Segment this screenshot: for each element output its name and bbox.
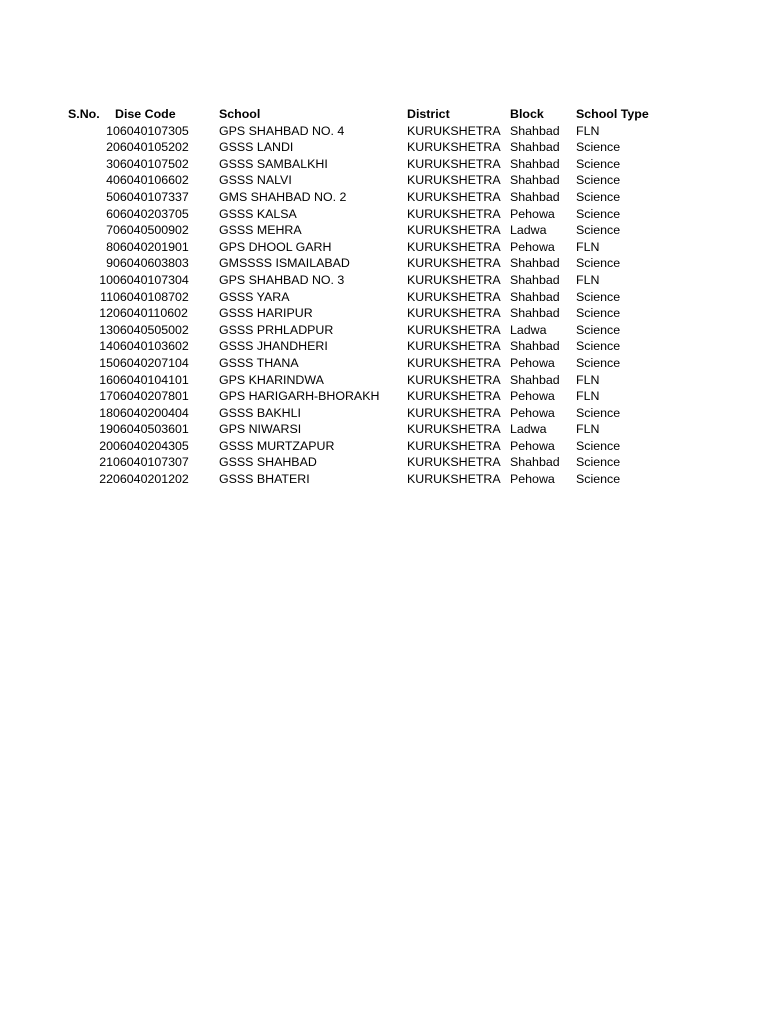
cell-block: Pehowa [510,239,555,254]
table-row [68,222,688,239]
cell-district: KURUKSHETRA [407,389,501,404]
table-row [68,338,688,355]
header-school-type: School Type [576,107,649,121]
cell-school: GSSS THANA [219,355,299,370]
cell-district: KURUKSHETRA [407,256,501,271]
cell-district: KURUKSHETRA [407,173,501,188]
header-school: School [219,107,261,121]
cell-dise-code: 06040103602 [113,339,189,354]
cell-dise-code: 06040110602 [113,306,188,321]
cell-sno: 8 [106,239,113,254]
cell-block: Pehowa [510,389,555,404]
cell-block: Pehowa [510,355,555,370]
cell-school: GSSS NALVI [219,173,292,188]
table-row [68,272,688,289]
cell-dise-code: 06040203705 [113,206,189,221]
cell-school: GSSS HARIPUR [219,306,313,321]
cell-block: Shahbad [510,372,560,387]
cell-school-type: Science [576,156,621,171]
cell-school-type: Science [576,472,621,487]
cell-block: Shahbad [510,156,560,171]
cell-school-type: Science [576,140,621,155]
cell-dise-code: 06040505002 [113,322,189,337]
cell-school-type: Science [576,189,621,204]
cell-school: GSSS SAMBALKHI [219,156,328,171]
cell-dise-code: 06040200404 [113,405,189,420]
cell-district: KURUKSHETRA [407,156,501,171]
cell-sno: 16 [99,372,113,387]
cell-block: Shahbad [510,339,560,354]
cell-school-type: FLN [576,389,600,404]
cell-sno: 12 [99,306,113,321]
cell-school: GSSS KALSA [219,206,297,221]
header-district: District [407,107,450,121]
cell-school-type: FLN [576,272,600,287]
cell-sno: 21 [99,455,113,470]
cell-school: GPS KHARINDWA [219,372,324,387]
cell-block: Ladwa [510,322,547,337]
cell-district: KURUKSHETRA [407,355,501,370]
cell-block: Shahbad [510,189,560,204]
cell-school-type: Science [576,306,621,321]
cell-district: KURUKSHETRA [407,322,501,337]
cell-school: GSSS YARA [219,289,290,304]
table-row [68,206,688,223]
cell-school: GMS SHAHBAD NO. 2 [219,189,347,204]
cell-sno: 3 [106,156,113,171]
cell-school-type: Science [576,405,621,420]
cell-district: KURUKSHETRA [407,306,501,321]
header-sno: S.No. [68,107,100,121]
cell-dise-code: 06040106602 [113,173,189,188]
table-row [68,454,688,471]
cell-school-type: Science [576,256,621,271]
cell-school: GSSS JHANDHERI [219,339,328,354]
table-row [68,471,688,488]
cell-school: GPS SHAHBAD NO. 4 [219,123,345,138]
cell-district: KURUKSHETRA [407,438,501,453]
cell-sno: 15 [99,355,113,370]
cell-sno: 1 [106,123,113,138]
cell-dise-code: 06040204305 [113,438,189,453]
cell-school-type: Science [576,206,621,221]
cell-school-type: Science [576,355,621,370]
cell-sno: 7 [106,223,113,238]
cell-school: GSSS PRHLADPUR [219,322,334,337]
cell-sno: 2 [106,140,113,155]
table-row [68,322,688,339]
cell-block: Pehowa [510,472,555,487]
cell-district: KURUKSHETRA [407,272,501,287]
cell-district: KURUKSHETRA [407,123,501,138]
cell-sno: 5 [106,189,113,204]
cell-dise-code: 06040107502 [113,156,189,171]
cell-school-type: Science [576,322,621,337]
document-page [0,106,768,488]
cell-sno: 17 [99,389,113,404]
cell-sno: 19 [99,422,113,437]
cell-dise-code: 06040201202 [113,472,189,487]
cell-sno: 4 [106,173,113,188]
cell-sno: 18 [99,405,113,420]
cell-block: Pehowa [510,206,555,221]
table-row [68,139,688,156]
cell-school-type: FLN [576,123,600,138]
cell-district: KURUKSHETRA [407,140,501,155]
cell-district: KURUKSHETRA [407,223,501,238]
cell-dise-code: 06040104101 [113,372,189,387]
school-table [68,106,688,488]
cell-dise-code: 06040107305 [113,123,189,138]
cell-dise-code: 06040500902 [113,223,189,238]
table-row [68,372,688,389]
cell-dise-code: 06040603803 [113,256,189,271]
cell-dise-code: 06040105202 [113,140,189,155]
cell-district: KURUKSHETRA [407,339,501,354]
table-row [68,421,688,438]
table-row [68,123,688,140]
cell-block: Ladwa [510,223,547,238]
cell-block: Shahbad [510,289,560,304]
cell-district: KURUKSHETRA [407,405,501,420]
table-row [68,289,688,306]
table-row [68,172,688,189]
cell-school: GPS NIWARSI [219,422,302,437]
cell-district: KURUKSHETRA [407,422,501,437]
cell-dise-code: 06040107304 [113,272,189,287]
table-row [68,355,688,372]
cell-school: GPS SHAHBAD NO. 3 [219,272,345,287]
cell-block: Shahbad [510,306,560,321]
header-block: Block [510,107,544,121]
cell-school-type: Science [576,173,621,188]
cell-block: Shahbad [510,173,560,188]
cell-sno: 11 [100,289,113,304]
cell-block: Shahbad [510,272,560,287]
cell-district: KURUKSHETRA [407,372,501,387]
table-row [68,156,688,173]
cell-dise-code: 06040107307 [113,455,189,470]
cell-block: Shahbad [510,455,560,470]
cell-district: KURUKSHETRA [407,189,501,204]
table-row [68,189,688,206]
cell-school-type: Science [576,289,621,304]
cell-school-type: FLN [576,422,600,437]
cell-dise-code: 06040207801 [113,389,189,404]
cell-school-type: Science [576,223,621,238]
cell-sno: 6 [106,206,113,221]
cell-school-type: Science [576,455,621,470]
cell-block: Pehowa [510,438,555,453]
table-row [68,305,688,322]
cell-district: KURUKSHETRA [407,289,501,304]
cell-sno: 20 [99,438,113,453]
cell-dise-code: 06040503601 [113,422,189,437]
cell-dise-code: 06040207104 [113,355,189,370]
cell-school-type: Science [576,438,621,453]
cell-dise-code: 06040108702 [113,289,189,304]
table-header [68,106,688,123]
cell-dise-code: 06040107337 [113,189,189,204]
cell-school: GSSS BHATERI [219,472,310,487]
cell-district: KURUKSHETRA [407,206,501,221]
header-dise-code: Dise Code [115,107,176,121]
table-row [68,255,688,272]
cell-school: GPS HARIGARH-BHORAKH [219,389,380,404]
cell-dise-code: 06040201901 [113,239,189,254]
cell-school: GMSSSS ISMAILABAD [219,256,350,271]
cell-school: GSSS MEHRA [219,223,302,238]
cell-sno: 14 [99,339,113,354]
table-row [68,388,688,405]
cell-sno: 10 [99,272,113,287]
cell-school-type: Science [576,339,621,354]
cell-block: Shahbad [510,140,560,155]
cell-block: Pehowa [510,405,555,420]
table-row [68,405,688,422]
cell-sno: 9 [106,256,113,271]
cell-block: Shahbad [510,123,560,138]
cell-district: KURUKSHETRA [407,472,501,487]
cell-school: GPS DHOOL GARH [219,239,332,254]
table-row [68,239,688,256]
cell-district: KURUKSHETRA [407,455,501,470]
cell-school: GSSS BAKHLI [219,405,301,420]
cell-school-type: FLN [576,372,600,387]
cell-district: KURUKSHETRA [407,239,501,254]
cell-block: Shahbad [510,256,560,271]
cell-school: GSSS LANDI [219,140,294,155]
cell-school-type: FLN [576,239,600,254]
cell-school: GSSS SHAHBAD [219,455,317,470]
cell-sno: 13 [99,322,113,337]
header-row [68,106,688,123]
cell-block: Ladwa [510,422,547,437]
cell-school: GSSS MURTZAPUR [219,438,335,453]
cell-sno: 22 [99,472,113,487]
table-row [68,438,688,455]
table-body [68,123,688,488]
